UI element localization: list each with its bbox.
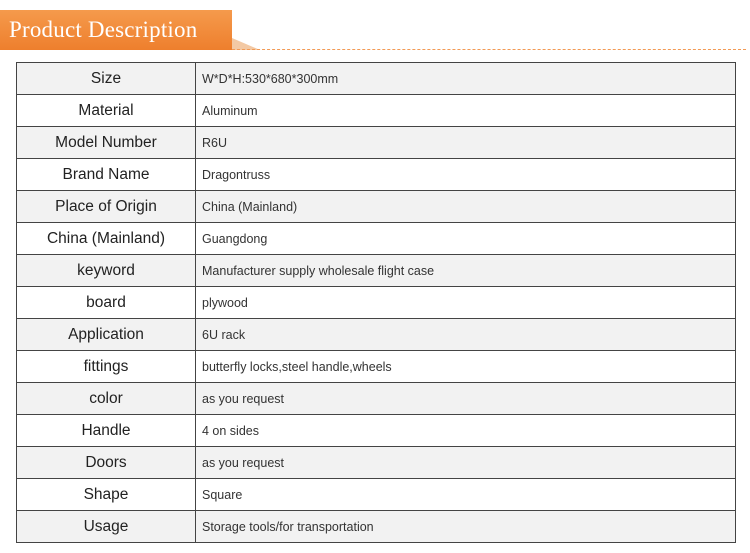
- spec-label: Handle: [17, 415, 196, 447]
- table-row: [17, 415, 736, 447]
- table-row: [17, 63, 736, 95]
- spec-label: Material: [17, 95, 196, 127]
- spec-value: W*D*H:530*680*300mm: [196, 63, 736, 95]
- spec-value: Guangdong: [196, 223, 736, 255]
- spec-table: [16, 62, 736, 543]
- table-row: [17, 511, 736, 543]
- spec-label: keyword: [17, 255, 196, 287]
- spec-label: Usage: [17, 511, 196, 543]
- spec-label: China (Mainland): [17, 223, 196, 255]
- spec-value: R6U: [196, 127, 736, 159]
- spec-value: China (Mainland): [196, 191, 736, 223]
- spec-label: Size: [17, 63, 196, 95]
- table-row: [17, 383, 736, 415]
- spec-label: board: [17, 287, 196, 319]
- section-title: Product Description: [9, 17, 198, 42]
- spec-value: as you request: [196, 383, 736, 415]
- spec-label: Brand Name: [17, 159, 196, 191]
- table-row: [17, 351, 736, 383]
- table-row: [17, 255, 736, 287]
- table-row: [17, 319, 736, 351]
- section-header: [0, 0, 750, 52]
- spec-value: Storage tools/for transportation: [196, 511, 736, 543]
- header-dashed-rule: [232, 49, 746, 50]
- spec-value: plywood: [196, 287, 736, 319]
- spec-label: Application: [17, 319, 196, 351]
- spec-value: Manufacturer supply wholesale flight case: [196, 255, 736, 287]
- table-row: [17, 479, 736, 511]
- table-row: [17, 191, 736, 223]
- spec-label: Shape: [17, 479, 196, 511]
- spec-label: fittings: [17, 351, 196, 383]
- table-row: [17, 287, 736, 319]
- spec-value: 6U rack: [196, 319, 736, 351]
- spec-label: Place of Origin: [17, 191, 196, 223]
- spec-value: as you request: [196, 447, 736, 479]
- table-row: [17, 447, 736, 479]
- table-row: [17, 95, 736, 127]
- spec-value: Aluminum: [196, 95, 736, 127]
- table-row: [17, 223, 736, 255]
- table-row: [17, 159, 736, 191]
- spec-label: Model Number: [17, 127, 196, 159]
- spec-label: color: [17, 383, 196, 415]
- spec-value: 4 on sides: [196, 415, 736, 447]
- spec-value: Dragontruss: [196, 159, 736, 191]
- spec-value: Square: [196, 479, 736, 511]
- spec-label: Doors: [17, 447, 196, 479]
- table-row: [17, 127, 736, 159]
- spec-value: butterfly locks,steel handle,wheels: [196, 351, 736, 383]
